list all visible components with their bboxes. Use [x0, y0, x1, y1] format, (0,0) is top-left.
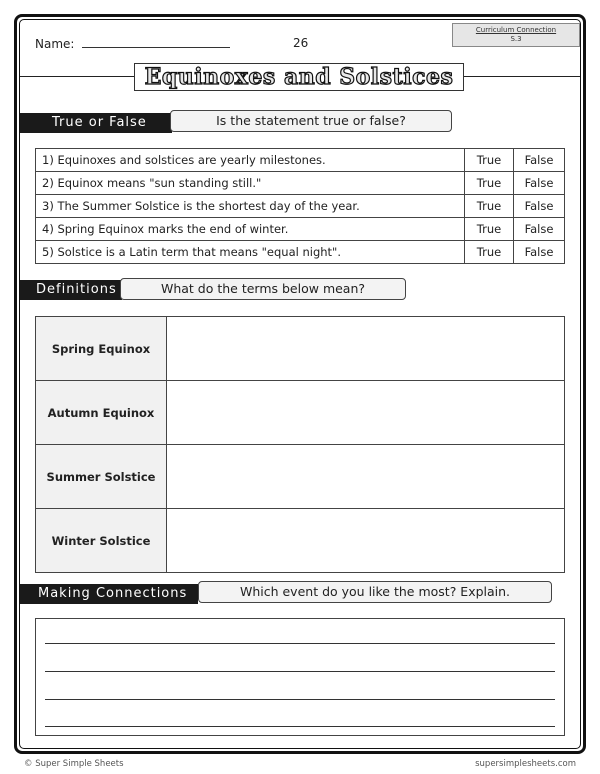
false-option[interactable]: False: [514, 218, 565, 241]
true-option[interactable]: True: [465, 241, 514, 264]
answer-line[interactable]: [45, 699, 555, 700]
definition-answer-cell[interactable]: [167, 445, 565, 509]
definition-answer-cell[interactable]: [167, 509, 565, 573]
true-false-row: [36, 241, 565, 264]
definition-row: [36, 381, 565, 445]
name-blank-line[interactable]: [82, 36, 230, 48]
answer-line[interactable]: [45, 671, 555, 672]
true-false-row: [36, 149, 565, 172]
definition-row: [36, 509, 565, 573]
definition-term: Spring Equinox: [36, 317, 167, 381]
definition-term: Autumn Equinox: [36, 381, 167, 445]
true-option[interactable]: True: [465, 195, 514, 218]
true-false-section-label: True or False: [20, 113, 172, 133]
curriculum-connection-box: [452, 23, 580, 47]
statement-text: 4) Spring Equinox marks the end of winter.: [36, 218, 465, 241]
definition-term: Summer Solstice: [36, 445, 167, 509]
title-box: [134, 63, 464, 91]
true-option[interactable]: True: [465, 172, 514, 195]
definitions-table: [35, 316, 565, 573]
connections-prompt: Which event do you like the most? Explain.: [198, 581, 552, 603]
definitions-prompt: What do the terms below mean?: [120, 278, 406, 300]
true-false-row: [36, 218, 565, 241]
false-option[interactable]: False: [514, 195, 565, 218]
footer-website: supersimplesheets.com: [475, 759, 576, 769]
true-false-row: [36, 195, 565, 218]
true-false-row: [36, 172, 565, 195]
footer-copyright: © Super Simple Sheets: [24, 759, 124, 769]
name-label: Name:: [35, 37, 79, 51]
page-title: Equinoxes and Solstices: [144, 64, 454, 90]
definition-answer-cell[interactable]: [167, 381, 565, 445]
true-false-table: [35, 148, 565, 264]
false-option[interactable]: False: [514, 241, 565, 264]
true-option[interactable]: True: [465, 149, 514, 172]
definitions-section-label: Definitions: [20, 280, 122, 300]
false-option[interactable]: False: [514, 149, 565, 172]
connections-section-label: Making Connections: [20, 584, 198, 604]
definition-row: [36, 445, 565, 509]
statement-text: 1) Equinoxes and solstices are yearly milestones.: [36, 149, 465, 172]
answer-line[interactable]: [45, 643, 555, 644]
true-option[interactable]: True: [465, 218, 514, 241]
page-number: 26: [293, 36, 309, 50]
statement-text: 2) Equinox means "sun standing still.": [36, 172, 465, 195]
name-field[interactable]: [35, 36, 230, 51]
statement-text: 5) Solstice is a Latin term that means "equal night".: [36, 241, 465, 264]
curriculum-label: Curriculum Connection: [475, 26, 557, 34]
definition-answer-cell[interactable]: [167, 317, 565, 381]
curriculum-code: S.3: [510, 35, 522, 43]
connections-answer-box[interactable]: [35, 618, 565, 736]
statement-text: 3) The Summer Solstice is the shortest day of the year.: [36, 195, 465, 218]
false-option[interactable]: False: [514, 172, 565, 195]
definition-row: [36, 317, 565, 381]
true-false-prompt: Is the statement true or false?: [170, 110, 452, 132]
definition-term: Winter Solstice: [36, 509, 167, 573]
answer-line[interactable]: [45, 726, 555, 727]
